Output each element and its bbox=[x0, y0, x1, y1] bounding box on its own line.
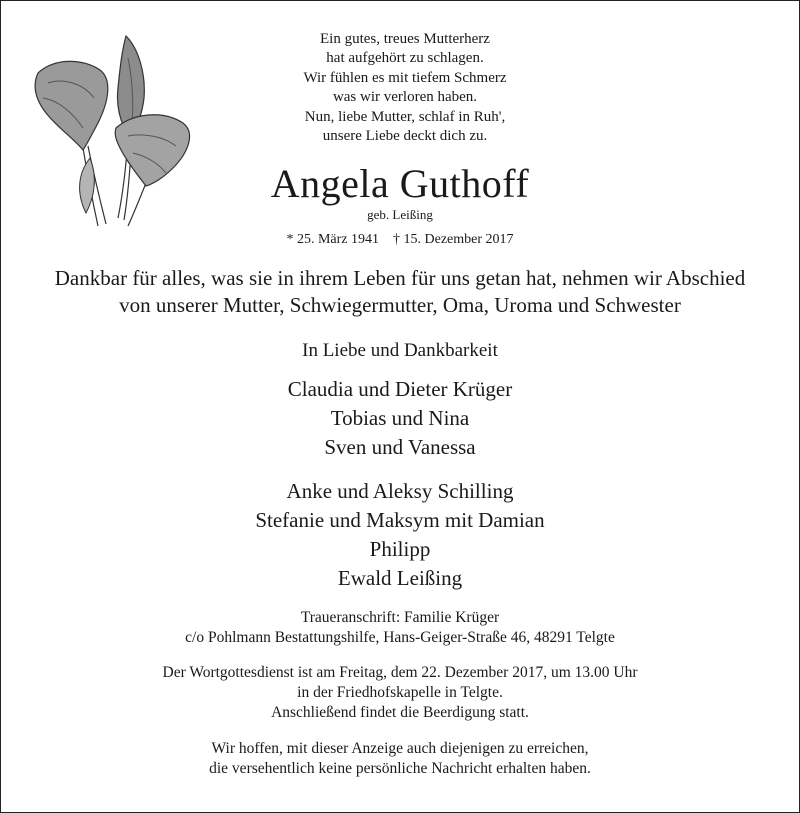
poem-line: was wir verloren haben. bbox=[332, 89, 478, 106]
thanks-line: Dankbar für alles, was sie in ihrem Leben für uns getan hat, nehmen wir Abschied bbox=[54, 266, 746, 290]
deceased-name: Angela Guthoff bbox=[270, 161, 530, 206]
thanks-text bbox=[10, 265, 790, 319]
death-date: † 15. Dezember 2017 bbox=[393, 232, 514, 247]
poem-line: Nun, liebe Mutter, schlaf in Ruh', bbox=[304, 108, 506, 125]
life-dates bbox=[250, 231, 550, 249]
maiden-name: geb. Leißing bbox=[367, 207, 433, 222]
family-member: Sven und Vanessa bbox=[324, 435, 476, 459]
service-line: Der Wortgottesdienst ist am Freitag, dem 22. Dezember 2017, um 13.00 Uhr bbox=[162, 664, 638, 681]
family-group-2 bbox=[150, 477, 650, 593]
family-member: Ewald Leißing bbox=[337, 566, 463, 590]
note-line: die versehentlich keine persönliche Nachricht erhalten haben. bbox=[209, 760, 591, 777]
poem-line: hat aufgehört zu schlagen. bbox=[326, 50, 484, 67]
poem bbox=[250, 30, 560, 146]
closing-note bbox=[100, 739, 700, 779]
family-member: Philipp bbox=[369, 537, 431, 561]
mourning-address bbox=[100, 608, 700, 648]
service-info bbox=[100, 663, 700, 723]
family-member: Stefanie und Maksym mit Damian bbox=[255, 508, 545, 532]
poem-line: Wir fühlen es mit tiefem Schmerz bbox=[303, 69, 507, 86]
address-line: Traueranschrift: Familie Krüger bbox=[300, 609, 500, 626]
address-line: c/o Pohlmann Bestattungshilfe, Hans-Geiger-Straße 46, 48291 Telgte bbox=[185, 629, 615, 646]
family-member: Anke und Aleksy Schilling bbox=[286, 479, 514, 503]
family-group-1 bbox=[150, 375, 650, 462]
note-line: Wir hoffen, mit dieser Anzeige auch diejenigen zu erreichen, bbox=[211, 740, 589, 757]
family-member: Tobias und Nina bbox=[330, 406, 470, 430]
service-line: in der Friedhofskapelle in Telgte. bbox=[297, 684, 503, 701]
farewell-phrase: In Liebe und Dankbarkeit bbox=[302, 340, 498, 361]
poem-line: unsere Liebe deckt dich zu. bbox=[322, 128, 488, 145]
birth-date: * 25. März 1941 bbox=[286, 232, 379, 247]
poem-line: Ein gutes, treues Mutterherz bbox=[320, 31, 490, 47]
calla-lily-icon bbox=[28, 28, 203, 228]
thanks-line: von unserer Mutter, Schwiegermutter, Oma, Uroma und Schwester bbox=[119, 293, 681, 317]
service-line: Anschließend findet die Beerdigung statt. bbox=[271, 704, 529, 721]
family-member: Claudia und Dieter Krüger bbox=[287, 377, 513, 401]
